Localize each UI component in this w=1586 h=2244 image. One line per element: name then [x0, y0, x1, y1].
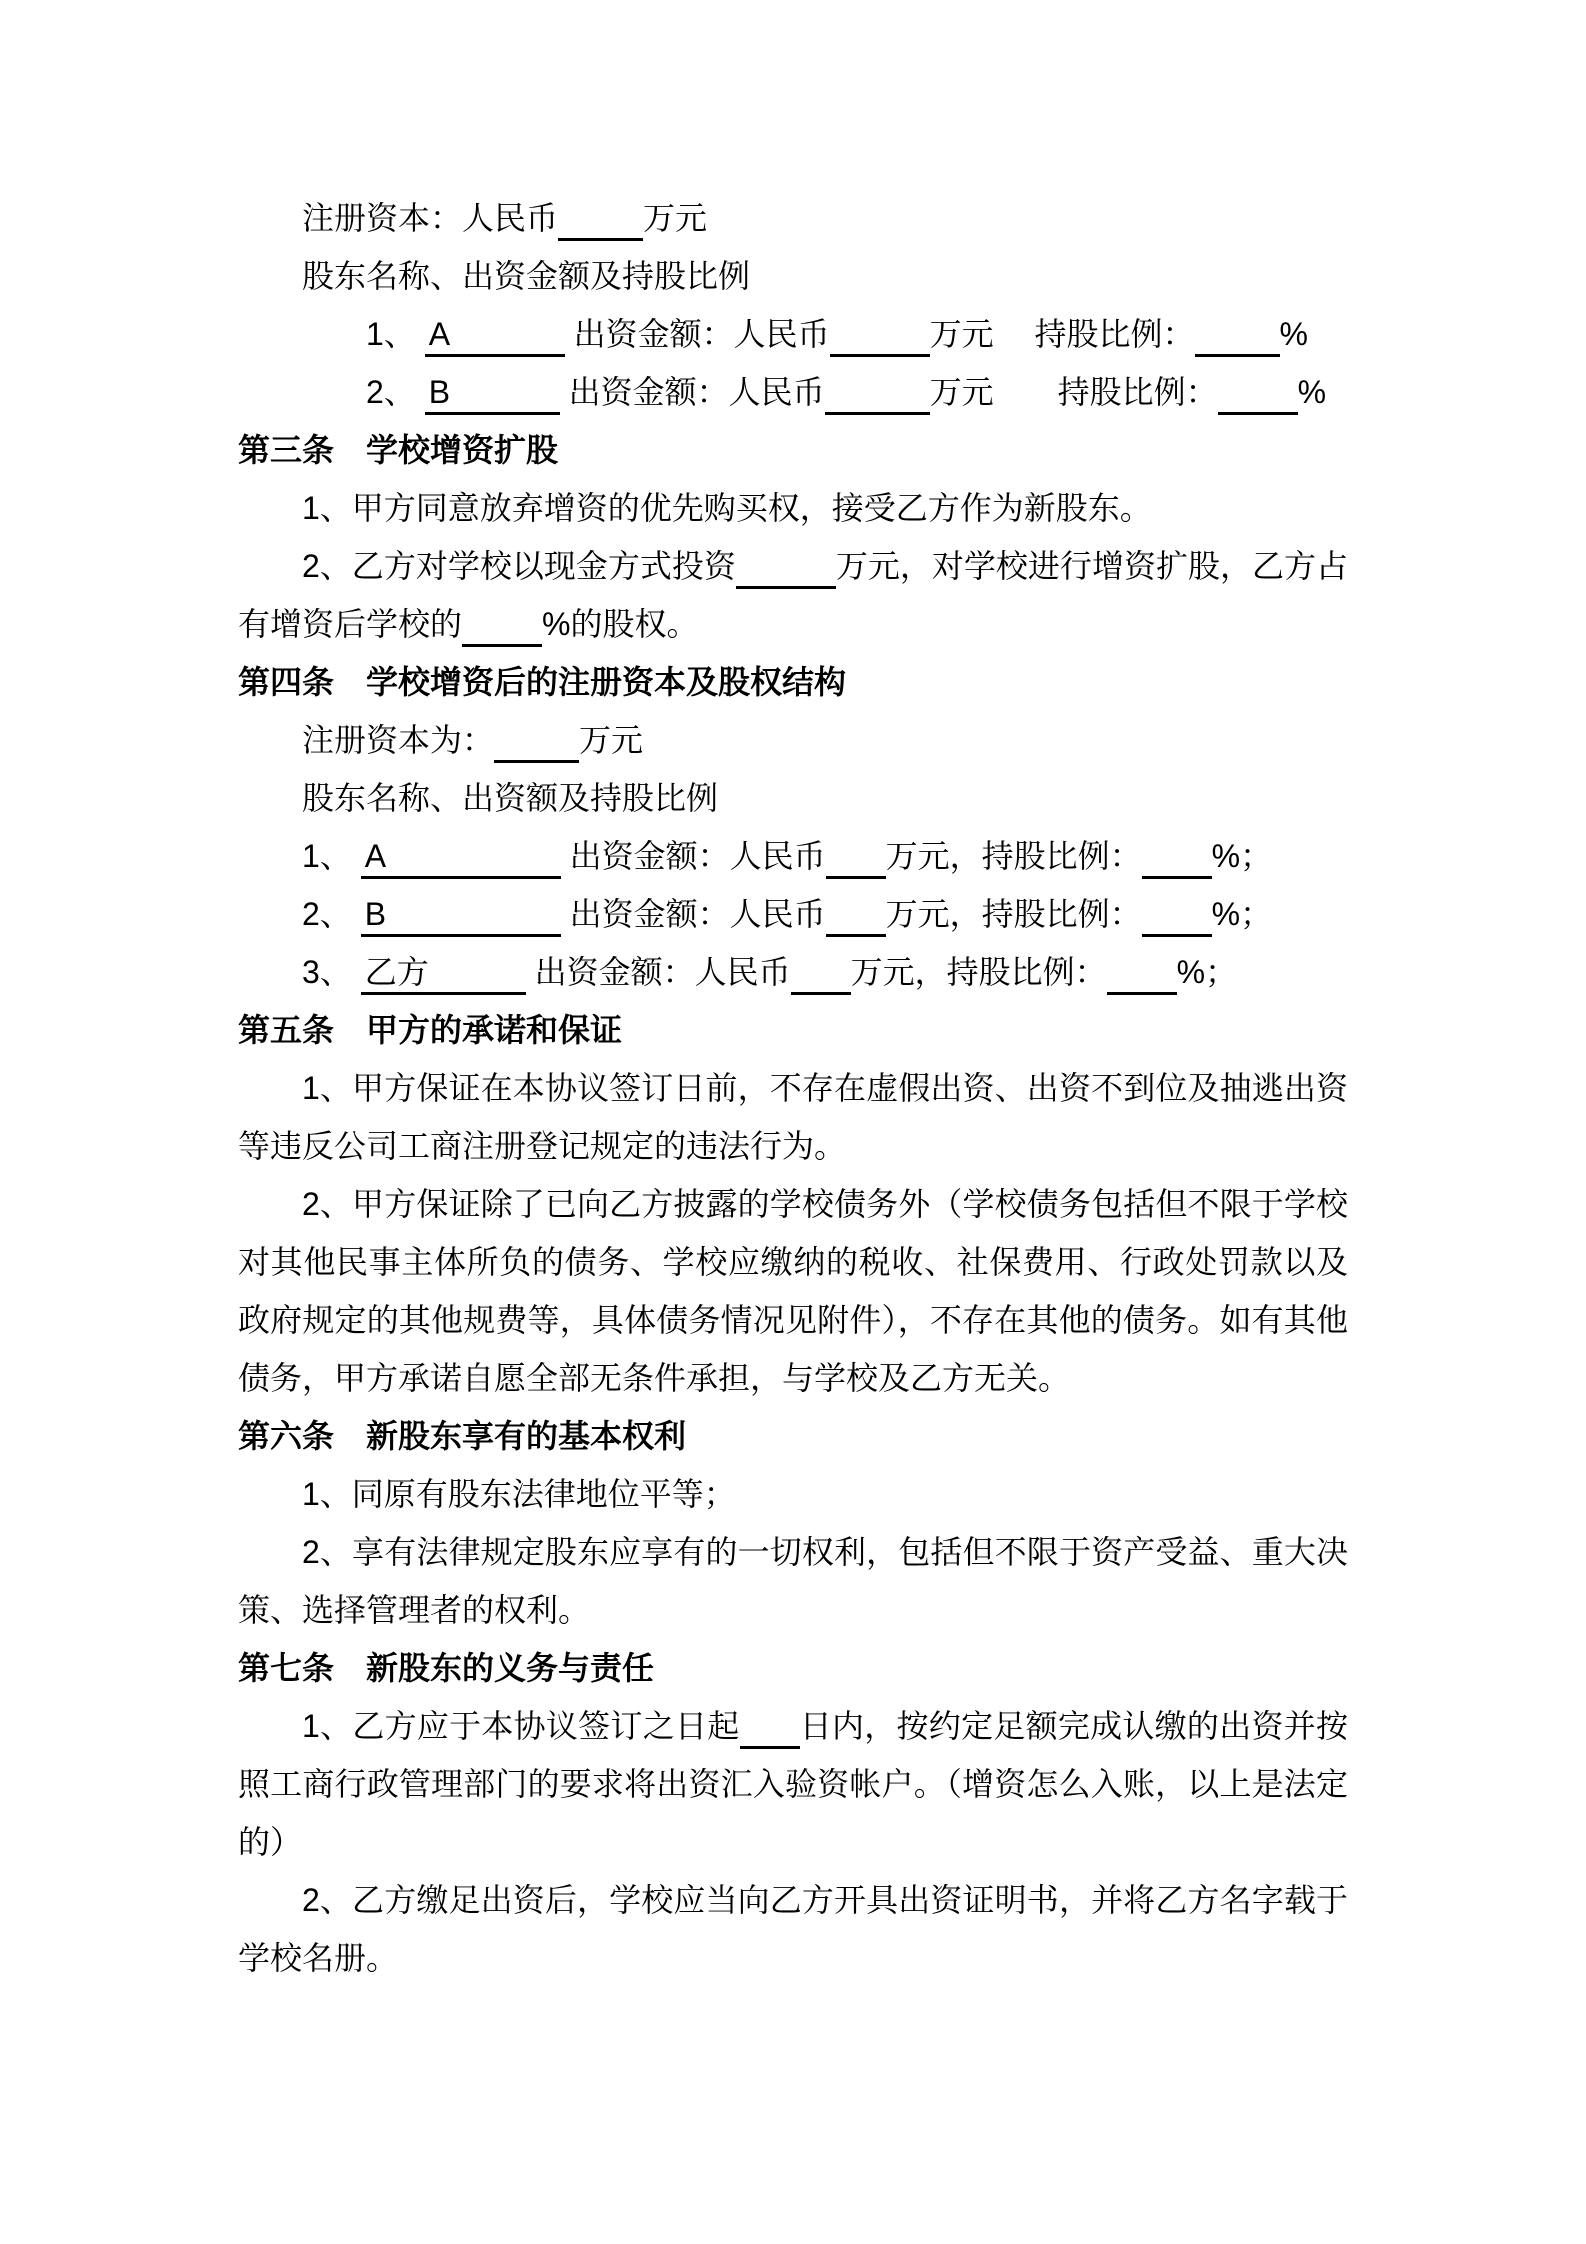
fill-in-blank: B [425, 374, 560, 415]
text-run: 注册资本：人民币 [302, 200, 559, 236]
text-run: 出资金额：人民币 [525, 954, 791, 990]
shareholder-list-caption [238, 247, 1348, 305]
text-run: 第七条 新股东的义务与责任 [238, 1650, 655, 1686]
section-heading-5 [238, 1001, 1348, 1059]
fill-in-blank [736, 548, 836, 589]
text-run: 注册资本为： [302, 722, 495, 758]
text-run: 万元，持股比例： [885, 838, 1142, 874]
text-run: %； [1176, 954, 1238, 990]
fill-in-blank: 乙方 [361, 954, 526, 995]
clause-3-1 [238, 479, 1348, 537]
text-run: 万元 [579, 722, 644, 758]
text-run: 万元，对学校进行增资扩股，乙方占有增资后学校的 [238, 548, 1348, 642]
text-run: 万元 [643, 200, 708, 236]
shareholder-list-caption-2 [238, 769, 1348, 827]
section-heading-4 [238, 653, 1348, 711]
fill-in-blank [830, 316, 930, 357]
fill-in-blank [1142, 838, 1212, 879]
fill-in-blank [462, 606, 542, 647]
text-run: 2、 [302, 896, 361, 932]
text-run: 万元 持股比例： [929, 316, 1195, 352]
new-structure-item-b [238, 885, 1348, 943]
text-run: 1、甲方保证在本协议签订日前，不存在虚假出资、出资不到位及抽逃出资等违反公司工商注册登记规定的违法行为。 [238, 1070, 1348, 1164]
text-run: 出资金额：人民币 [560, 896, 826, 932]
text-run: 第四条 学校增资后的注册资本及股权结构 [238, 664, 847, 700]
text-run: 第三条 学校增资扩股 [238, 432, 559, 468]
clause-7-2 [238, 1871, 1348, 1987]
section-heading-7 [238, 1639, 1348, 1697]
fill-in-blank: B [361, 896, 561, 937]
text-run: 2、乙方对学校以现金方式投资 [302, 548, 736, 584]
text-run: 1、甲方同意放弃增资的优先购买权，接受乙方作为新股东。 [302, 490, 1152, 526]
new-structure-item-a [238, 827, 1348, 885]
text-run: 1、 [302, 838, 361, 874]
text-run: %的股权。 [542, 606, 699, 642]
document-body [238, 189, 1348, 1987]
text-run: 3、 [302, 954, 361, 990]
fill-in-blank [494, 722, 579, 763]
text-run: 第六条 新股东享有的基本权利 [238, 1418, 687, 1454]
text-run: 万元 持股比例： [929, 374, 1218, 410]
text-run: 2、甲方保证除了已向乙方披露的学校债务外（学校债务包括但不限于学校对其他民事主体所负的债务、学校应缴纳的税收、社保费用、行政处罚款以及政府规定的其他规费等，具体债务情况见附件），不存在其他的债务。如有其他债务，甲方承诺自愿全部无条件承担，与学校及乙方无关。 [238, 1186, 1348, 1396]
fill-in-blank: A [361, 838, 561, 879]
shareholder-item-a [238, 305, 1348, 363]
fill-in-blank [1107, 954, 1177, 995]
registered-capital-after-line [238, 711, 1348, 769]
text-run: 1、 [366, 316, 425, 352]
fill-in-blank [1218, 374, 1298, 415]
fill-in-blank [825, 374, 930, 415]
text-run: 股东名称、出资金额及持股比例 [302, 258, 751, 294]
text-run: 第五条 甲方的承诺和保证 [238, 1012, 623, 1048]
fill-in-blank [826, 838, 886, 879]
text-run: % [1279, 316, 1308, 352]
section-heading-3 [238, 421, 1348, 479]
text-run: 日内，按约定足额完成认缴的出资并按照工商行政管理部门的要求将出资汇入验资帐户。（增资怎么入账，以上是法定的） [238, 1708, 1348, 1860]
fill-in-blank [826, 896, 886, 937]
registered-capital-line [238, 189, 1348, 247]
clause-5-1 [238, 1059, 1348, 1175]
text-run: 2、乙方缴足出资后，学校应当向乙方开具出资证明书，并将乙方名字载于学校名册。 [238, 1882, 1348, 1976]
text-run: %； [1211, 896, 1273, 932]
fill-in-blank [558, 200, 643, 241]
fill-in-blank [1142, 896, 1212, 937]
text-run: 1、同原有股东法律地位平等； [302, 1476, 736, 1512]
fill-in-blank [791, 954, 851, 995]
text-run: % [1297, 374, 1327, 410]
fill-in-blank [740, 1708, 800, 1749]
text-run: 万元，持股比例： [850, 954, 1107, 990]
text-run: 万元，持股比例： [885, 896, 1142, 932]
new-structure-item-yifang [238, 943, 1348, 1001]
clause-6-1 [238, 1465, 1348, 1523]
text-run: 1、乙方应于本协议签订之日起 [302, 1708, 740, 1744]
clause-3-2 [238, 537, 1348, 653]
text-run: %； [1211, 838, 1273, 874]
clause-6-2 [238, 1523, 1348, 1639]
text-run: 出资金额：人民币 [559, 374, 825, 410]
text-run: 股东名称、出资额及持股比例 [302, 780, 719, 816]
text-run: 出资金额：人民币 [560, 838, 826, 874]
text-run: 2、享有法律规定股东应享有的一切权利，包括但不限于资产受益、重大决策、选择管理者的权利。 [238, 1534, 1348, 1628]
section-heading-6 [238, 1407, 1348, 1465]
shareholder-item-b [238, 363, 1348, 421]
fill-in-blank: A [425, 316, 565, 357]
fill-in-blank [1195, 316, 1280, 357]
text-run: 2、 [366, 374, 425, 410]
clause-7-1 [238, 1697, 1348, 1871]
text-run: 出资金额：人民币 [564, 316, 830, 352]
clause-5-2 [238, 1175, 1348, 1407]
